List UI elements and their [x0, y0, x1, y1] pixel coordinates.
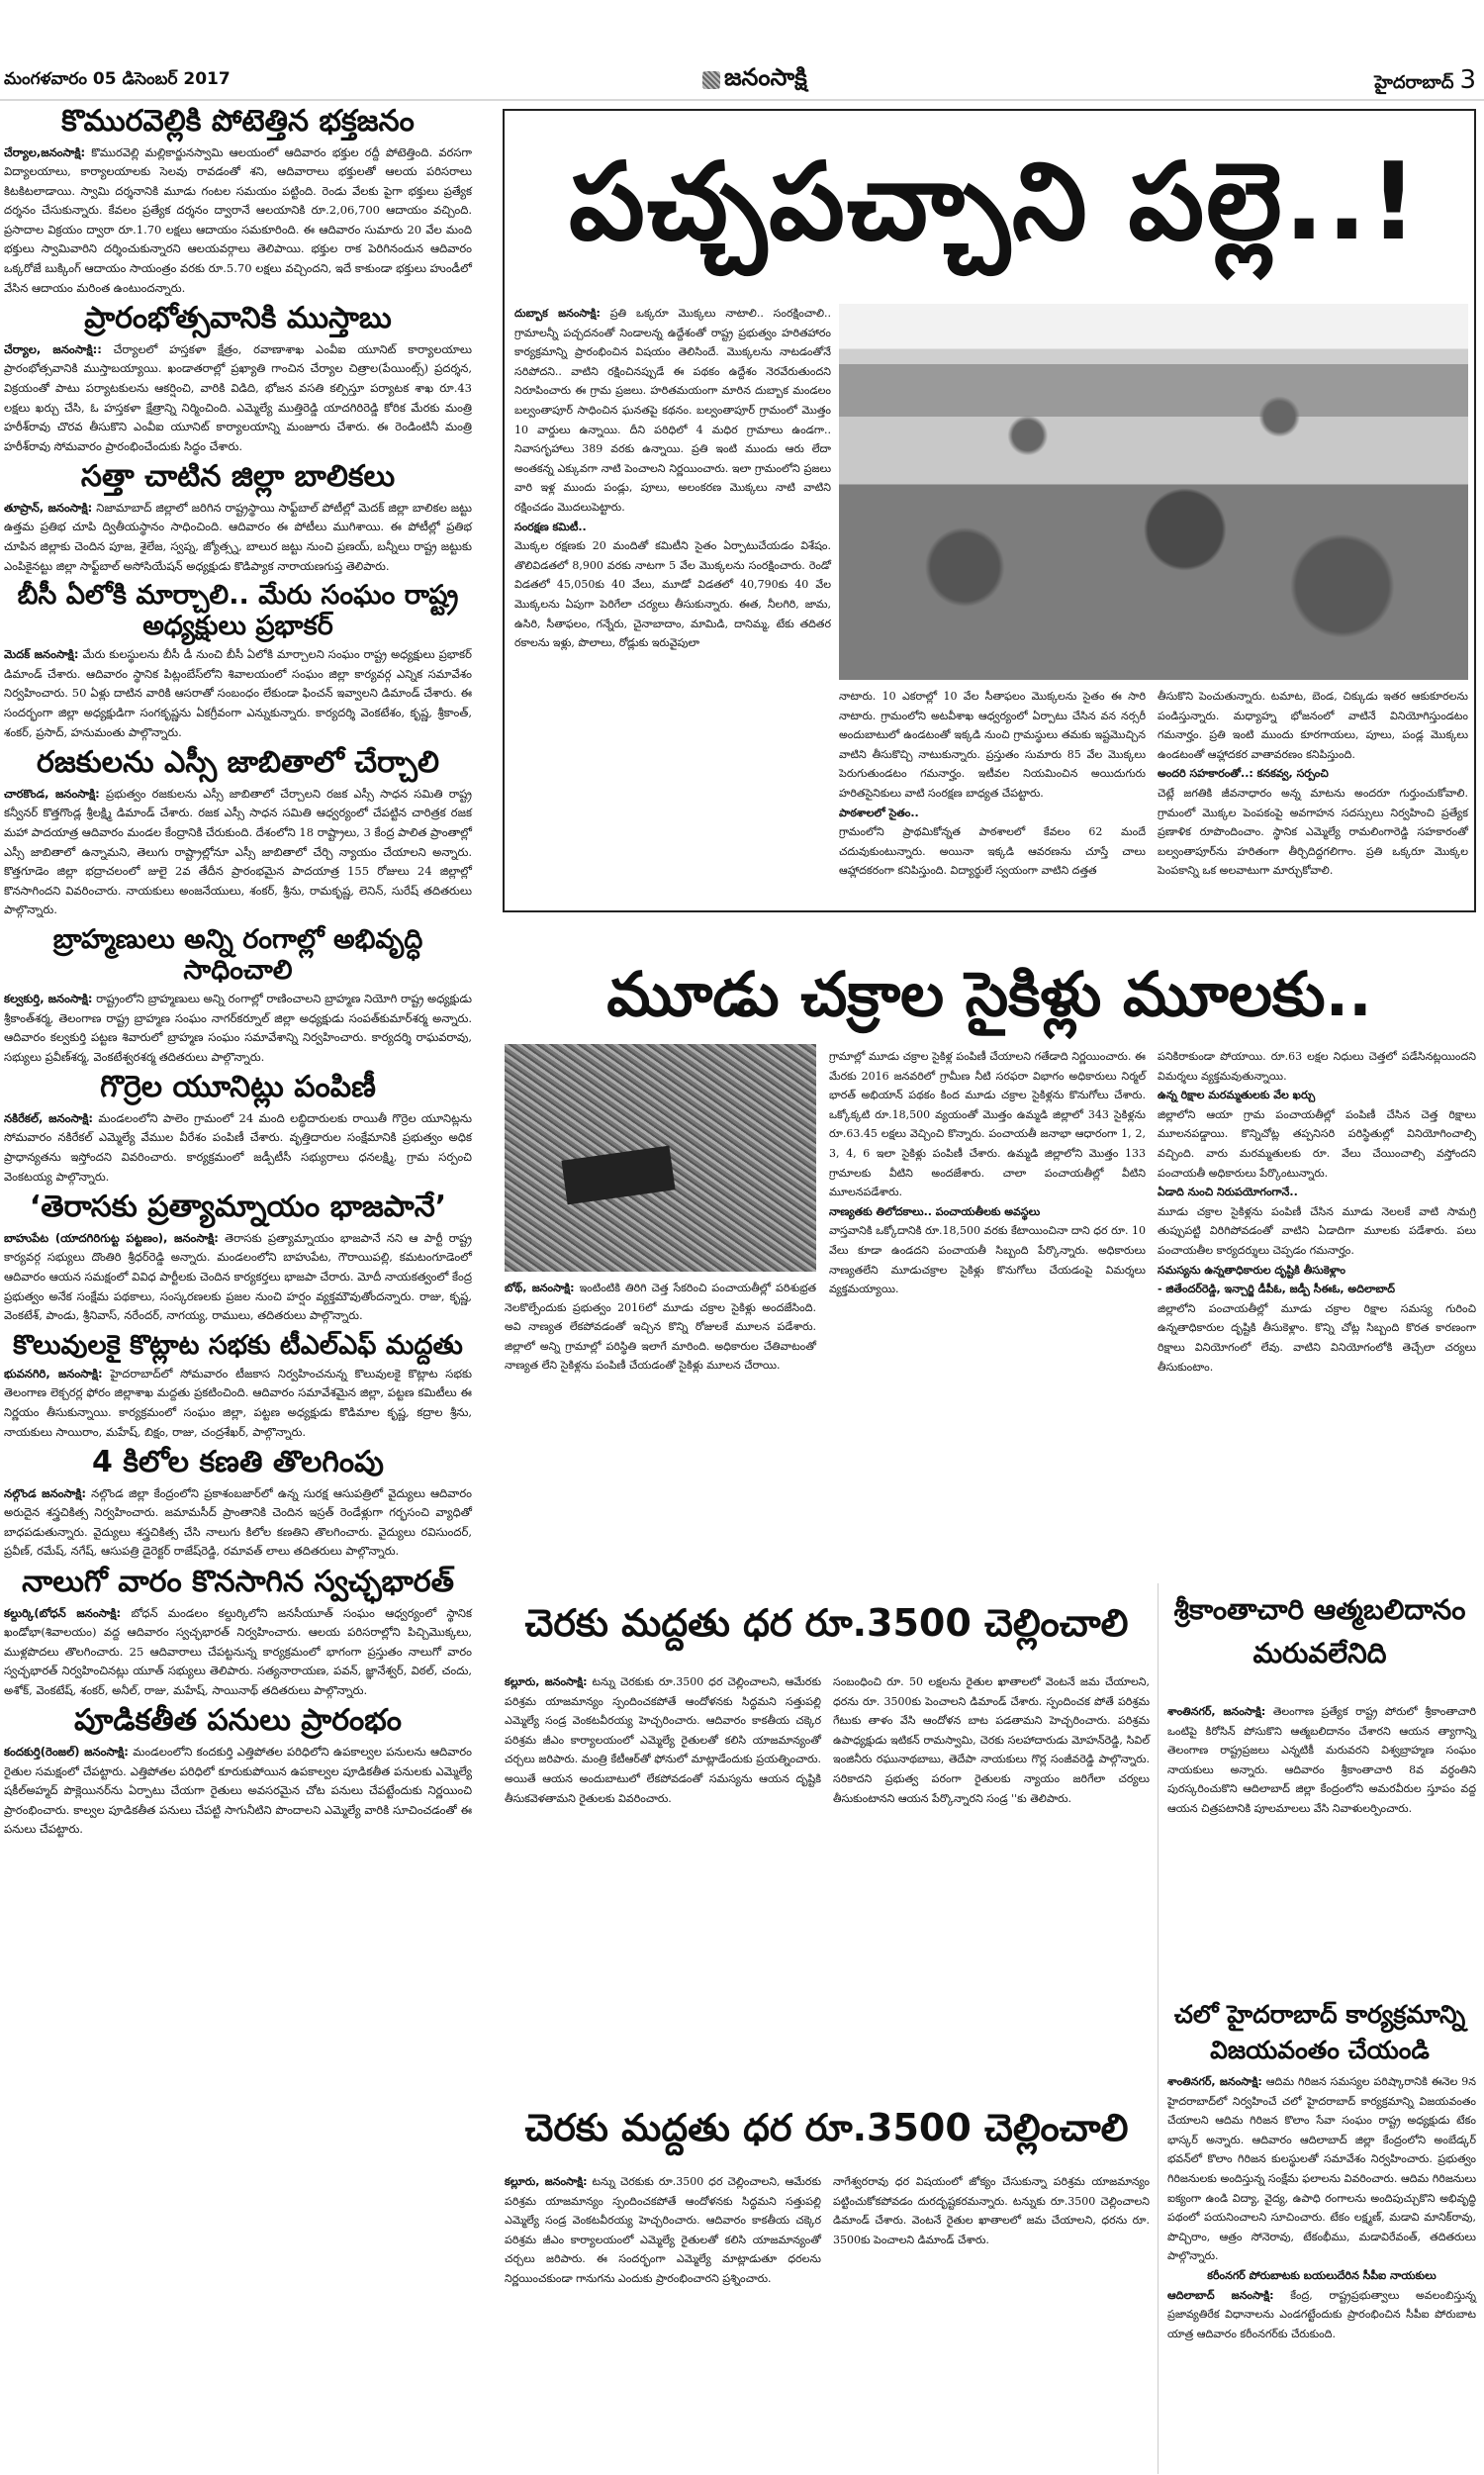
- cycles-dateline: బోథ్, జనంసాక్షి:: [505, 1282, 575, 1294]
- story-headline: 4 కిలోల కణతి తొలగింపు: [92, 1445, 384, 1480]
- story-body: [4, 1365, 472, 1442]
- story-body: [4, 1484, 472, 1562]
- story-body: [4, 645, 472, 742]
- cycles-headline: మూడు చక్రాల సైకిళ్లు మూలకు..: [606, 958, 1372, 1030]
- sugarcane-1-dateline: కల్లూరు, జనంసాక్షి:: [505, 1675, 588, 1688]
- column-divider: [1158, 1583, 1159, 2474]
- feature-column-2: [839, 687, 1146, 881]
- story-text: ప్రభుత్వం రజకులను ఎస్సీ జాబితాలో చేర్చాలని రజక ఎస్సీ సాధన సమితి రాష్ట్ర కన్వీనర్ కొత్తగొండ్ల శ్రీలక్ష్మి డిమాండ్ చేశారు. రజక ఎస్సీ సాధన సమితి ఆధ్వర్యంలో చేపట్టిన చారిత్రక రజక మహా పాదయాత్ర ఆదివారం మండల కేంద్రానికి చేరుకుంది. దేశంలోని 18 రాష్ట్రాలు, 3 కేంద్ర పాలిత ప్రాంతాల్లో ఎస్సీ జాబితాలో ఉన్నామని, తెలుగు రాష్ట్రాల్లోనూ ఎస్సీ జాబితాలో చేర్చి న్యాయం చేయాలని అన్నారు. కొత్తగూడెం జిల్లా భద్రాచలంలో జులై 2వ తేదీన ప్రారంభమైన పాదయాత్ర 155 రోజులు 24 జిల్లాల్లో కొనసాగిందని వివరించారు. నాయకులు అంజనేయులు, శంకర్, శ్రీను, రామకృష్ణ, లెనిన్, సురేష్ తదితరులు పాల్గొన్నారు.: [4, 786, 472, 917]
- story-headline: నాలుగో వారం కొనసాగిన స్వచ్ఛభారత్: [22, 1565, 454, 1600]
- sugarcane-2-column-2: [833, 2172, 1150, 2249]
- left-story: [4, 924, 472, 1067]
- story-headline: బీసీ ఏలోకి మార్చాలి.. మేరు సంఘం రాష్ట్ర అధ్యక్షులు ప్రభాకర్: [17, 580, 459, 642]
- logo-text: జనంసాక్షి: [724, 63, 807, 91]
- issue-date: మంగళవారం 05 డిసెంబర్ 2017: [4, 69, 231, 89]
- cycles-column-2: [829, 1047, 1146, 1299]
- srikanthachari-dateline: శాంతినగర్, జనంసాక్షి:: [1167, 1705, 1266, 1718]
- left-story: [4, 746, 472, 920]
- cycles-subhead-3: ఏడాది నుంచి నిరుపయోగంగానే..: [1158, 1186, 1298, 1199]
- feature-body-3: తీసుకొని పెంచుతున్నారు. టమాట, బెండ, చిక్కుడు ఇతర ఆకుకూరలను పండిస్తున్నారు. మధ్యాహ్న భోజనంలో వాటినే వినియోగిస్తుండటం గమనార్హం. ప్రతి ఇంటి ముందు కూరగాయలు, పూలు, పండ్ల మొక్కలు ఉండటంతో ఆహ్లాదకర వాతావరణం కనిపిస్తుంది.: [1158, 690, 1468, 761]
- sugarcane-1-body-1: టన్ను చెరకుకు రూ.3500 ధర చెల్లించాలని, ఆమేరకు పరిశ్రమ యాజమాన్యం స్పందించకపోతే ఆందోళనకు సిద్ధమని సత్తుపల్లి ఎమ్మెల్యే సండ్ర వెంకటవీరయ్య హెచ్చరించారు. ఆదివారం కాకతీయ చక్కెర పరిశ్రమ జీఎం కార్యాలయంలో ఎమ్మెల్యే రైతులతో కలిసి యాజమాన్యంతో చర్చలు జరిపారు. మంత్రి కేటీఆర్‌తో ఫోనులో మాట్లాడేందుకు ప్రయత్నించారు. అయితే ఆయన అందుబాటులో లేకపోవడంతో సమస్యను ఆయన దృష్టికి తీసుకవెళతామని రైతులకు వివరించారు.: [505, 1675, 821, 1805]
- cycles-subhead-4: సమస్యను ఉన్నతాధికారుల దృష్టికి తీసుకెళ్లాం: [1158, 1263, 1345, 1277]
- sugarcane-headline-1: చెరకు మద్దతు ధర రూ.3500 చెల్లించాలి: [524, 1601, 1129, 1645]
- story-body: [4, 340, 472, 457]
- story-dateline: కల్దుర్కి(బోధన్ జనంసాక్షి:: [4, 1605, 122, 1620]
- story-body: [4, 143, 472, 299]
- left-story: [4, 302, 472, 456]
- story-dateline: చేర్యాల,జనంసాక్షి:: [4, 144, 86, 159]
- srikanthachari-body: తెలంగాణ ప్రత్యేక రాష్ట్ర పోరులో శ్రీకాంతాచారి ఒంటిపై కిరోసిన్ పోసుకొని ఆత్మబలిదానం చేశారని ఆయన త్యాగాన్ని తెలంగాణ రాష్ట్రప్రజలు ఎన్నటికీ మరువరని విశ్వబ్రాహ్మణ సంఘం నాయకులు అన్నారు. ఆదివారం శ్రీకాంతాచారి 8వ వర్ధంతిని పురస్కరించుకొని ఆదిలాబాద్ జిల్లా కేంద్రంలోని అమరవీరుల స్తూపం వద్ద ఆయన చిత్రపటానికి పూలమాలలు వేసి నివాళులర్పించారు.: [1167, 1705, 1476, 1815]
- feature-story: [503, 109, 1476, 912]
- cycles-body-1: ఇంటింటికి తిరిగి చెత్త సేకరించి పంచాయతీల్లో పరిశుభ్రత నెలకొల్పేందుకు ప్రభుత్వం 2016లో మూడు చక్రాల సైకిళ్లు అందజేసింది. అవి నాణ్యత లేకపోవడంతో ఇచ్చిన కొన్ని రోజులకే మూలన పడేశారు. జిల్లాలో అన్ని గ్రామాల్లో పరిస్థితి ఇలాగే మారింది. అధికారుల చేతివాటంతో నాణ్యత లేని సైకిళ్లను పంపిణీ చేయడంతో సైకిళ్లు మూలన చేరాయి.: [505, 1282, 817, 1373]
- story-dateline: కందకుర్తి(రెంజల్) జనంసాక్షి:: [4, 1744, 129, 1759]
- left-story: [4, 1071, 472, 1187]
- feature-column-3: [1158, 687, 1468, 881]
- cycles-body-3: పనికిరాకుండా పోయాయి. రూ.63 లక్షల నిధులు చెత్తలో పడేసినట్లయిందని విమర్శలు వ్యక్తమవుతున్నాయి.: [1158, 1050, 1476, 1083]
- story-body: [4, 1604, 472, 1701]
- sugarcane-2-body-2: నాగేశ్వరరావు ధర విషయంలో జోక్యం చేసుకున్నా పరిశ్రమ యాజమాన్యం పట్టించుకోకపోవడం దురదృష్టకరమన్నారు. టన్నుకు రూ.3500 చెల్లించాలని డిమాండ్ చేశారు. వెంటనే రైతుల ఖాతాలలో జమ చేయాలని, ధరను రూ. 3500కు పెంచాలని డిమాండ్ చేశారు.: [833, 2175, 1150, 2246]
- story-dateline: చేర్యాల, జనంసాక్షి::: [4, 341, 102, 356]
- story-headline: కొమురవెల్లికి పోటెత్తిన భక్తజనం: [61, 104, 415, 139]
- feature-subhead-1: సంరక్షణ కమిటీ..: [514, 520, 587, 533]
- left-column: [4, 101, 472, 1840]
- cpi-body: కేంద్ర, రాష్ట్రప్రభుత్వాలు అవలంబిస్తున్న ప్రజావ్యతిరేక విధానాలను ఎండగట్టేందుకు ప్రారంభించిన సీపీఐ పోరుబాట యాత్ర ఆదివారం కరీంనగర్‌కు చేరుకుంది.: [1167, 2288, 1476, 2340]
- story-dateline: చారకొండ, జనంసాక్షి:: [4, 786, 100, 801]
- chalo-hyderabad-dateline: శాంతినగర్, జనంసాక్షి:: [1167, 2075, 1262, 2088]
- feature-body-1: ప్రతి ఒక్కరూ మొక్కలు నాటాలి.. సంరక్షించాలి.. గ్రామాలన్నీ పచ్చదనంతో నిండాలన్న ఉద్దేశంతో రాష్ట్ర ప్రభుత్వం హరితహారం కార్యక్రమాన్ని ప్రారంభించిన విషయం తెలిసిందే. మొక్కలను నాటడంతోనే సరిపోదని.. వాటిని రక్షించినప్పుడే ఈ పథకం ఉద్దేశం నెరవేరుతుందని నిరూపించారు ఈ గ్రామ ప్రజలు. హరితమయంగా మారిన దుబ్బాక మండలం బల్వంతాపూర్ సాధించిన ఘనతపై కథనం. బల్వంతాపూర్ గ్రామంలో మొత్తం 10 వార్డులు ఉన్నాయి. దీని పరిధిలో 4 మధిర గ్రామాలు ఉండగా.. నివాసగృహాలు 389 వరకు ఉన్నాయి. ప్రతి ఇంటి ముందు ఆరు లేదా అంతకన్న ఎక్కువగా నాటి పెంచాలని నిర్ణయించారు. ఇలా గ్రామంలోని ప్రజలు వారి ఇళ్ల ముందు పండ్లు, పూలు, అలంకరణ మొక్కలు నాటి వాటిని రక్షించడం మొదలుపెట్టారు.: [514, 307, 831, 514]
- feature-subhead-2: పాఠశాలలో సైతం..: [839, 806, 919, 819]
- story-body: [4, 499, 472, 576]
- story-headline: రజకులను ఎస్సీ జాబితాలో చేర్చాలి: [37, 745, 439, 781]
- story-headline: ప్రారంభోత్సవానికి ముస్తాబు: [84, 301, 392, 336]
- srikanthachari-story: [1167, 1702, 1476, 1819]
- feature-column-1: [514, 304, 831, 653]
- story-dateline: మెదక్ జనంసాక్షి:: [4, 647, 79, 662]
- chalo-hyderabad-headline: చలో హైదరాబాద్ కార్యక్రమాన్ని విజయవంతం చేయండి: [1173, 2000, 1466, 2064]
- left-story: [4, 460, 472, 576]
- cycles-column-3: [1158, 1047, 1476, 1377]
- story-dateline: నల్గొండ జనంసాక్షి:: [4, 1485, 86, 1500]
- story-headline: బ్రాహ్మణులు అన్ని రంగాల్లో అభివృద్ధి సాధించాలి: [52, 923, 423, 986]
- feature-dateline: దుబ్బాక జనంసాక్షి:: [514, 307, 601, 320]
- newspaper-logo: [702, 63, 807, 97]
- cycles-body-3c: మూడు చక్రాల సైకిళ్లను పంపిణీ చేసిన మూడు నెలలకే వాటి సామగ్రి తుప్పుపట్టి విరిగిపోవడంతో వాటిని ఏడాదిగా మూలకు పడేశారు. పలు పంచాయతీల కార్యదర్శులు చెప్పడం గమనార్హం.: [1158, 1204, 1476, 1257]
- story-headline: ‘తెరాసకు ప్రత్యామ్నాయం భాజపానే’: [29, 1190, 447, 1225]
- cycles-body-3d: జిల్లాలోని పంచాయతీల్లో మూడు చక్రాల రిక్షాల సమస్య గురించి ఉన్నతాధికారుల దృష్టికి తీసుకెళ్లాం. కొన్ని చోట్ల సిబ్బంది కొరత కారణంగా రిక్షాలు వినియోగంలో లేవు. వాటిని వినియోగంలోకి తెచ్చేలా చర్యలు తీసుకుంటాం.: [1158, 1301, 1476, 1374]
- story-text: నల్గొండ జిల్లా కేంద్రంలోని ప్రకాశంబజార్‌లో ఉన్న సురక్ష ఆసుపత్రిలో వైద్యులు ఆదివారం అరుదైన శస్త్రచికిత్స నిర్వహించారు. జమామసీద్ ప్రాంతానికి చెందిన ఇస్రత్ రెండేళ్లుగా గర్భసంచి వ్యాధితో బాధపడుతున్నారు. వైద్యులు శస్త్రచికిత్స చేసి నాలుగు కిలోల కణతిని తొలగించారు. వైద్యులు రవిసుందర్, ప్రవీణ్, రమేష్, నగేష్, ఆసుపత్రి డైరెక్టర్ రాజేష్‌రెడ్డి, రమావత్ లాలు తదితరులు పాల్గొన్నారు.: [4, 1485, 473, 1559]
- left-story: [4, 105, 472, 298]
- left-story: [4, 580, 472, 742]
- story-headline: కొలువులకై కొట్లాట సభకు టీఎల్‌ఎఫ్ మద్దతు: [13, 1329, 463, 1361]
- feature-body-1b: మొక్కల రక్షణకు 20 మందితో కమిటీని సైతం ఏర్పాటుచేయడం విశేషం. తొలివిడతలో 8,900 వరకు నాటగా 5 వేల మొక్కలను సంరక్షించారు. రెండో విడతలో 45,050కు 40 వేలు, మూడో విడతలో 40,790కు 40 వేల మొక్కలను ఏపుగా పెరిగేలా చర్యలు తీసుకున్నారు. ఈత, నీలగిరి, జామ, ఉసిరి, సీతాఫలం, గన్నేరు, చైనాబాదాం, మామిడి, దానిమ్మ, టేకు తదితర రకాలను ఇళ్లు, పొలాలు, రోడ్లుకు ఇరువైపులా: [514, 539, 831, 650]
- cycles-body-2: గ్రామాల్లో మూడు చక్రాల సైకిళ్ల పంపిణీ చేయాలని గతేడాది నిర్ణయించారు. ఈ మేరకు 2016 జనవరిలో గ్రామీణ నీటి సరఫరా విభాగం అధికారులు నిర్మల్ భారత్ అభియాన్ పథకం కింద మూడు చక్రాల సైకిళ్లను కొనుగోలు చేశారు. ఒక్కోక్కటి రూ.18,500 వ్యయంతో మొత్తం ఉమ్మడి జిల్లాలో 343 సైకిళ్లను రూ.63.45 లక్షలు వెచ్చించి కొన్నారు. పంచాయతీ జనాభా ఆధారంగా 1, 2, 3, 4, 6 ఇలా సైకిళ్లు పంపిణీ చేశారు. ఉమ్మడి జిల్లాలోని మొత్తం 133 గ్రామాలకు వీటిని అందజేశారు. చాలా పంచాయతీల్లో వీటిని మూలనపడేశారు.: [829, 1050, 1146, 1199]
- sugarcane-2-column-1: [505, 2172, 821, 2289]
- story-text: కొమురవెల్లి మల్లికార్జునస్వామి ఆలయంలో ఆదివారం భక్తుల రద్దీ పోటెత్తింది. వరసగా విద్యాలయాలు, కార్యాలయాలకు సెలవు రావడంతో శని, ఆదివారాలు భక్తులతో ఆలయ పరిసరాలు కిటకిటలాడాయి. స్వామి దర్శనానికి మూడు గంటల సమయం పట్టింది. రెండు వేలకు పైగా భక్తులు ప్రత్యేక దర్శనం చేసుకున్నారు. కేవలం ప్రత్యేక దర్శనం ద్వారానే ఆలయానికి రూ.2,06,700 ఆదాయం వచ్చింది. ప్రసాదాల విక్రయం ద్వారా రూ.1.70 లక్షలు ఆదాయం సమకూరింది. ఈ ఆదివారం సుమారు 20 వేల మంది భక్తులు స్వామివారిని దర్శించుకున్నారని ఆలయవర్గాలు తెలిపాయి. భక్తుల రాక పెరిగినందున ఆదివారం ఒక్కరోజే బుక్కింగ్ ఆదాయం సాయంత్రం వరకు రూ.5.70 లక్షలు వచ్చిందని, ఇదే కాకుండా భక్తులు హుండీలో వేసిన ఆదాయం మరింత ఉంటుందన్నారు.: [4, 144, 472, 295]
- sugarcane-headline-2: చెరకు మద్దతు ధర రూ.3500 చెల్లించాలి: [524, 2106, 1129, 2149]
- story-body: [4, 1743, 472, 1840]
- story-dateline: భువనగిరి, జనంసాక్షి:: [4, 1366, 103, 1380]
- cycles-body-3b: జిల్లాలోని ఆయా గ్రామ పంచాయతీల్లో పంపిణీ చేసిన చెత్త రిక్షాలు మూలనపడ్డాయి. కొన్నిచోట్ల తప్పనిసరి పరిస్థితుల్లో వినియోగించాల్సి వచ్చింది. వారు మరమ్మతులకు రూ. వేలు చేయించాల్సి వస్తోందని పంచాయతీ అధికారులు పేర్కొంటున్నారు.: [1158, 1107, 1476, 1180]
- left-story: [4, 1190, 472, 1325]
- cycles-subhead-2: ఉన్న రిక్షాల మరమ్మతులకు వేల ఖర్చు: [1158, 1089, 1316, 1102]
- feature-subhead-3: అందరి సహకారంతో..: కనకవ్వ, సర్పంచి: [1158, 767, 1329, 781]
- story-dateline: తూప్రాన్, జనంసాక్షి:: [4, 500, 93, 515]
- logo-mark-icon: [702, 71, 720, 89]
- left-story: [4, 1330, 472, 1442]
- edition-city: హైదరాబాద్: [1374, 72, 1454, 93]
- story-body: [4, 1229, 472, 1326]
- tricycle-photo: [505, 1044, 816, 1272]
- feature-body-2b: గ్రామంలోని ప్రాథమికోన్నత పాఠశాలలో కేవలం 62 మందే చదువుకుంటున్నారు. అయినా ఇక్కడి ఆవరణను చూస్తే చాలు ఆహ్లాదకరంగా కనిపిస్తుంది. విద్యార్థులే స్వయంగా వాటిని దత్తత: [839, 825, 1146, 878]
- story-body: [4, 990, 472, 1067]
- story-dateline: నకిరేకల్, జనంసాక్షి:: [4, 1110, 93, 1125]
- story-body: [4, 1109, 472, 1187]
- story-text: హైదరాబాద్‌లో సోమవారం టీజకాస నిర్వహించనున్న కొలువులకై కొట్లాట సభకు తెలంగాణ లెక్చరర్ల ఫోరం జిల్లాశాఖ మద్దతు ప్రకటించింది. ఆదివారం సమావేశమైన జిల్లా, పట్టణ కమిటీలు ఈ నిర్ణయం తీసుకున్నాయి. కార్యక్రమంలో సంఘం జిల్లా, పట్టణ అధ్యక్షుడు కొడిమాల కృష్ణ, కద్రాల శ్రీను, నాయకులు సాయిరాం, మహేష్, బిక్షం, రాజు, చంద్రశేఖర్, పాల్గొన్నారు.: [4, 1366, 472, 1439]
- story-text: మేరు కులస్థులను బీసీ డీ నుంచి బీసీ ఏలోకి మార్చాలని సంఘం రాష్ట్ర అధ్యక్షులు ప్రభాకర్ డిమాండ్ చేశారు. ఆదివారం స్థానిక పిట్లంబేస్‌లోని శివాలయంలో సంఘం జిల్లా కార్యవర్గ ఎన్నిక సమావేశం నిర్వహించారు. 50 ఏళ్లు దాటిన వారికి ఆసరాతో సంబంధం లేకుండా ఫించన్ ఇవ్వాలని డిమాండ్ చేశారు. ఈ సందర్భంగా జిల్లా అధ్యక్షుడిగా సంగకృష్ణను ఏకగ్రీవంగా ఎన్నుకున్నారు. కార్యదర్శి వెంకటేశం, కృష్ణ, శ్రీకాంత్, శంకర్, ప్రసాద్, హనుమంతు పాల్గొన్నారు.: [4, 647, 473, 739]
- cycles-subhead-1: నాణ్యతకు తిలోదకాలు.. పంచాయతీలకు అవస్థలు: [829, 1204, 1041, 1218]
- chalo-hyderabad-body: ఆదిమ గిరిజన సమస్యల పరిష్కారానికి ఈనెల 9న హైదరాబాద్‌లో నిర్వహించే చలో హైదరాబాద్ కార్యక్రమాన్ని విజయవంతం చేయాలని ఆదిమ గిరిజన కొలాం సేవా సంఘం రాష్ట్ర అధ్యక్షుడు టేకం భాస్కర్ అన్నారు. ఆదివారం ఆదిలాబాద్ జిల్లా కేంద్రంలోని అంబేడ్కర్ భవన్‌లో కొలాం గిరిజన కులస్థులతో సమావేశం నిర్వహించారు. ప్రభుత్వం గిరిజనులకు అందిస్తున్న సంక్షేమ ఫలాలను వివరించారు. ఆదిమ గిరిజనులు ఐక్యంగా ఉండి విద్యా, వైద్య, ఉపాధి రంగాలను అందిపుచ్చుకొని అభివృద్ధి పథంలో పయనించాలని సూచించారు. టేకం లక్ష్మణ్, మడావి మానిక్‌రావు, పొచ్చిరాం, ఆత్రం సోనెరావు, టేకంభీము, మడావిరేవంత్, తదితరులు పాల్గొన్నారు.: [1167, 2075, 1477, 2263]
- left-story: [4, 1704, 472, 1839]
- story-text: తెరాసకు ప్రత్యామ్నాయం భాజపానే నని ఆ పార్టీ రాష్ట్ర కార్యవర్గ సభ్యులు దొంతిరి శ్రీధర్‌రెడ్డి అన్నారు. మండలంలోని బాహుపేట, గౌరాయిపల్లి, కమటంగూడెంలో ఆదివారం ఆయన సమక్షంలో వివిధ పార్టీలకు చెందిన కార్యకర్తలు భాజపా చేరారు. మోదీ నాయకత్వంలో కేంద్ర ప్రభుత్వం అనేక సంక్షేమ పథకాలు, సంస్కరణలకు ప్రజల నుంచి హర్షం వ్యక్తమౌవుతోందన్నారు. రాజు, కృష్ణ, వెంకటేశ్, పాండు, శ్రీనివాస్, నరేందర్, నాగయ్య, రాములు, తదితరులు పాల్గొన్నారు.: [4, 1230, 473, 1323]
- story-text: చేర్యాలలో హస్తకళా క్షేత్రం, రవాణాశాఖ ఎంవీఐ యూనిట్ కార్యాలయాలు ప్రారంభోత్సవానికి ముస్తాబయ్యాయి. ఖండాతరాల్లో ప్రఖ్యాతి గాంచిన చేర్యాల చిత్రాల(పేయింట్స్) ప్రదర్శన, విక్రయంతో పాటు పర్యాటకులను ఆకర్షించి, వారికి విడిది, భోజన వసతి కల్పిస్తూ పర్యాటక శాఖ రూ.43 లక్షలు ఖర్చు చేసి, ఓ హస్తకళా క్షేత్రాన్ని నిర్మించింది. ఎమ్మెల్యే ముత్తిరెడ్డి యాదగిరిరెడ్డి కోరిక మేరకు మంత్రి హరీశ్‌రావు చొరవ తీసుకొని ఎంవీఐ యూనిట్ కార్యాలయాన్ని మంజూరు చేశారు. ఈ రెండింటినీ మంత్రి హరీశ్‌రావు సోమవారం ప్రారంభించేందుకు సిద్ధం చేశారు.: [4, 341, 472, 453]
- chalo-hyderabad-story: [1167, 2072, 1476, 2343]
- sugarcane-2-dateline: కల్లూరు, జనంసాక్షి:: [505, 2175, 588, 2188]
- story-dateline: బాహుపేట (యాదగిరిగుట్ట పట్టణం), జనంసాక్షి:: [4, 1230, 219, 1245]
- story-text: మండలంలోని పాలెం గ్రామంలో 24 మంది లబ్ధిదారులకు రాయితీ గొర్రెల యూనిట్లను సోమవారం నకిరేకల్ ఎమ్మెల్యే వేముల వీరేశం పంపిణీ చేశారు. వృత్తిదారుల సంక్షేమానికి ప్రభుత్వం అధిక ప్రాధాన్యతను ఇస్తోందని వివరించారు. కార్యక్రమంలో జడ్పీటీసీ సభ్యురాలు ధనలక్ష్మి, గ్రామ సర్పంచి వెంకటయ్య పాల్గొన్నారు.: [4, 1110, 472, 1184]
- masthead: [0, 55, 1484, 101]
- story-headline: సత్తా చాటిన జిల్లా బాలికలు: [80, 459, 396, 495]
- story-body: [4, 785, 472, 920]
- left-story: [4, 1446, 472, 1562]
- sugarcane-1-body-2: సంబంధించి రూ. 50 లక్షలను రైతుల ఖాతాలలో వెంటనే జమ చేయాలని, ధరను రూ. 3500కు పెంచాలని డిమాండ్ చేశారు. స్పందించక పోతే పరిశ్రమ గేటుకు తాళం వేసి ఆందోళన బాట పడతామని హెచ్చరించారు. పరిశ్రమ ఉపాధ్యక్షుడు ఇటికన్ రామస్వామి, చెరకు సలహాదారుడు మోహన్‌రెడ్డి, సివిల్ ఇంజినీరు రఘునాథబాబు, తెదేపా నాయకులు గొర్ల సంజీవరెడ్డి పాల్గొన్నారు. సరికాదని ప్రభుత్వ పరంగా రైతులకు న్యాయం జరిగేలా చర్యలు తీసుకుంటానని ఆయన పేర్కొన్నారని సండ్ర ''కు తెలిపారు.: [833, 1675, 1150, 1805]
- feature-body-2: నాటారు. 10 ఎకరాల్లో 10 వేల సీతాఫలం మొక్కలను సైతం ఈ సారి నాటారు. గ్రామంలోని అటవీశాఖ ఆధ్వర్యంలో ఏర్పాటు చేసిన వన నర్సరీ అందుబాటులో ఉండటంతో ఇక్కడి నుంచి గ్రామస్థులు తమకు ఇష్టమొచ్చిన వాటిని తీసుకొచ్చి నాటుకున్నారు. ప్రస్తుతం సుమారు 85 వేల మొక్కలు పెరుగుతుండటం గమనార్హం. ఇటీవల నియమించిన అయిదుగురు హరితసైనికులు వాటి సంరక్షణ బాధ్యత చేపట్టారు.: [839, 690, 1146, 800]
- cycles-column-1: [505, 1279, 816, 1376]
- srikanthachari-headline: శ్రీకాంతాచారి ఆత్మబలిదానం మరువలేనిది: [1173, 1593, 1466, 1669]
- cycles-subhead-4-attribution: - జితేందర్‌రెడ్డి, ఇన్చార్జి డీపీఓ, జడ్పీ సీఈఓ, అదిలాబాద్: [1158, 1283, 1396, 1296]
- page-number: 3: [1459, 65, 1476, 95]
- story-dateline: కల్వకుర్తి, జనంసాక్షి:: [4, 992, 93, 1005]
- sugarcane-1-column-2: [833, 1672, 1150, 1808]
- story-text: బోధన్ మండలం కల్దుర్కిలోని జనసీయూత్ సంఘం ఆధ్వర్యంలో స్థానిక ఖండోభా(శివాలయం) వద్ద ఆదివారం స్వచ్ఛభారత్ నిర్వహించారు. ఆలయ పరిసరాల్లోని పిచ్చిమొక్కలు, ముళ్లపొదలు తొలగించారు. 25 ఆదివారాలు చేపట్టనున్న కార్యక్రమంలో భాగంగా ప్రస్తుతం నాలుగో వారం స్వచ్ఛభారత్ నిర్వహించినట్లు యూత్ సభ్యులు తెలిపారు. సత్యనారాయణ, పవన్, జ్ఞానేశ్వర్, విఠల్, చందు, అశోక్, వెంకటేష్, శంకర్, అనీల్, రాజు, మహేష్, సాయినాథ్ తదితరులు పాల్గొన్నారు.: [4, 1605, 473, 1697]
- sugarcane-1-column-1: [505, 1672, 821, 1808]
- story-headline: గొర్రెల యూనిట్లు పంపిణీ: [100, 1070, 376, 1105]
- story-text: నిజామాబాద్ జిల్లాలో జరిగిన రాష్ట్రస్థాయి సాఫ్ట్‌బాల్ పోటీల్లో మెదక్ జిల్లా బాలికల జట్టు ఉత్తమ ప్రతిభ చూపి ద్వితీయస్థానం సాధించింది. ఆదివారం ఈ పోటీలు ముగిశాయి. ఈ పోటీల్లో ప్రతిభ చూపిన జిల్లాకు చెందిన పూజ, శైలేజ, స్వప్న, జ్యోత్స్న, బాలుర జట్టు నుంచి ప్రణయ్, బన్నీలు రాష్ట్ర జట్టుకు ఎంపికైనట్టు జిల్లా సాఫ్ట్‌బాల్ అసోసియేషన్ అధ్యక్షుడు కొడిప్యాక నారాయణగుప్త తెలిపారు.: [4, 500, 472, 573]
- cycles-body-2b: వాస్తవానికి ఒక్కోదానికి రూ.18,500 వరకు కేటాయించినా దాని ధర రూ. 10 వేలు కూడా ఉండదని పంచాయతీ సిబ్బంది పేర్కొన్నారు. అధికారులు నాణ్యతలేని మూడుచక్రాల సైకిళ్లు కొనుగోలు చేయడంపై విమర్శలు వ్యక్తమయ్యాయి.: [829, 1224, 1146, 1296]
- edition-info: [1374, 65, 1476, 97]
- sugarcane-2-body-1: టన్ను చెరకుకు రూ.3500 ధర చెల్లించాలని, ఆమేరకు పరిశ్రమ యాజమాన్యం స్పందించకపోతే ఆందోళనకు సిద్ధమని సత్తుపల్లి ఎమ్మెల్యే సండ్ర వెంకటవీరయ్య హెచ్చరించారు. ఆదివారం కాకతీయ చక్కెర పరిశ్రమ జీఎం కార్యాలయంలో ఎమ్మెల్యే రైతులతో కలిసి యాజమాన్యంతో చర్చలు జరిపారు. ఈ సందర్భంగా ఎమ్మెల్యే మాట్లాడుతూ ధరలను నిర్ణయించకుండా గానుగను ఎందుకు ప్రారంభించారని ప్రశ్నించారు.: [505, 2175, 821, 2285]
- feature-body-3b: చెట్లే జగతికి జీవనాధారం అన్న మాటను అందరూ గుర్తుంచుకోవాలి. గ్రామంలో మొక్కల పెంపకంపై అవగాహన సదస్సులు నిర్వహించి ప్రత్యేక ప్రణాళిక రూపొందించాం. స్థానిక ఎమ్మెల్యే రామలింగారెడ్డి సహకారంతో బల్వంతాపూర్‌ను హరితంగా తీర్చిదిద్దగలిగాం. ప్రతి ఒక్కరూ మొక్కల పెంపకాన్ని ఒక అలవాటుగా మార్చుకోవాలి.: [1158, 786, 1468, 878]
- story-text: మండలంలోని కందకుర్తి ఎత్తిపోతల పరిధిలోని ఉపకాల్వల పనులను ఆదివారం రైతుల సమక్షంలో చేపట్టారు. ఎత్తిపోతల పరిధిలో కూరుకుపోయిన ఉపకాల్వల పూడికతీత పనులకు ఎమ్మెల్యే షకీల్అహ్మద్ పొక్లెయినర్‌ను ఏర్పాటు చేయగా రైతులు అవసరమైన చోట పనులు చేపట్టేందుకు నిర్ణయించి ప్రారంభించారు. కాల్వల పూడికతీత పనులు చేపట్టి సాగునీటిని పొందాలని ఎమ్మెల్యే వారికి సూచించడంతో ఈ పనులు చేపట్టారు.: [4, 1744, 472, 1837]
- left-story: [4, 1566, 472, 1700]
- story-text: రాష్ట్రంలోని బ్రాహ్మణులు అన్ని రంగాల్లో రాణించాలని బ్రాహ్మణ నియోగి రాష్ట్ర అధ్యక్షుడు శ్రీకాంత్‌శర్మ, తెలంగాణ రాష్ట్ర బ్రాహ్మణ సంఘం నాగర్‌కర్నూల్ జిల్లా అధ్యక్షుడు సంపత్‌కుమార్‌శర్మ అన్నారు. ఆదివారం కల్వకుర్తి పట్టణ శివారులో బ్రాహ్మణ సంఘం సమావేశాన్ని నిర్వహించారు. కార్యదర్శి రాఘవరావు, సభ్యులు ప్రవీణ్‌శర్మ, వెంకటేశ్వరశర్మ తదితరులు పాల్గొన్నారు.: [4, 992, 472, 1064]
- village-greenery-photo: [839, 304, 1468, 680]
- story-headline: పూడికతీత పనులు ప్రారంభం: [74, 1703, 402, 1739]
- feature-headline: పచ్చపచ్చాని పల్లె..!: [569, 141, 1420, 264]
- cpi-subhead: కరీంనగర్ పోరుబాటకు బయలుదేరిన సీపీఐ నాయకులు: [1207, 2268, 1437, 2282]
- cpi-dateline: ఆదిలాబాద్ జనంసాక్షి:: [1167, 2288, 1274, 2302]
